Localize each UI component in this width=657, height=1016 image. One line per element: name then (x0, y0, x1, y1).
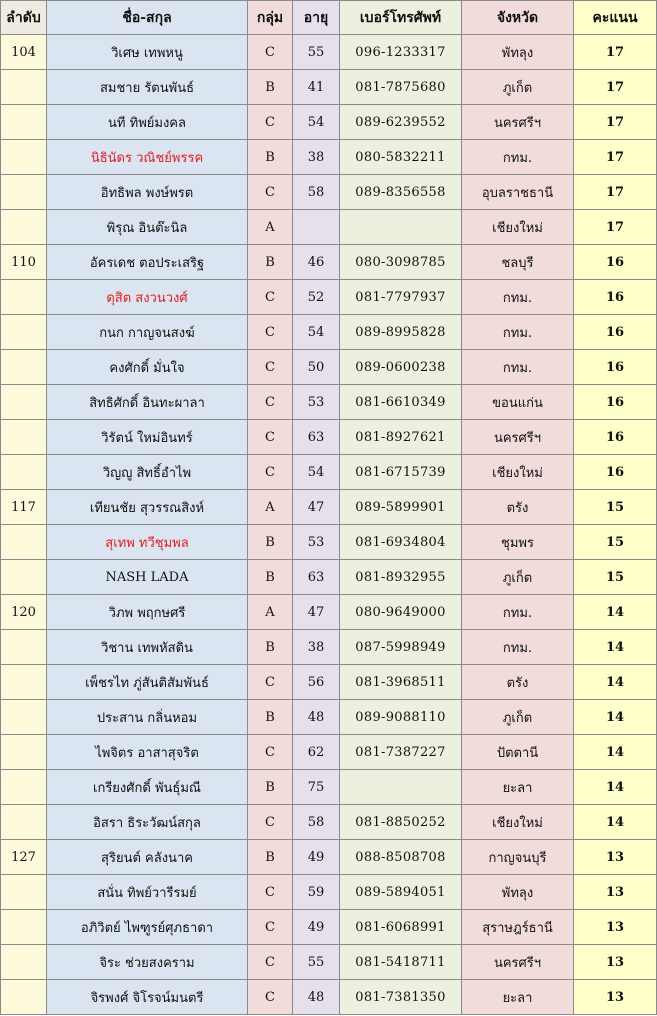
phone-cell: 089-5894051 (340, 875, 462, 910)
table-row (1, 735, 657, 770)
phone-cell: 080-3098785 (340, 245, 462, 280)
table-row (1, 980, 657, 1015)
province-cell: นครศรีฯ (462, 945, 574, 980)
score-cell: 13 (574, 875, 657, 910)
age-cell: 52 (293, 280, 340, 315)
rank-cell: 104 (1, 35, 47, 70)
score-cell: 16 (574, 280, 657, 315)
score-cell: 13 (574, 980, 657, 1015)
group-cell: B (248, 630, 293, 665)
province-cell: สุราษฎร์ธานี (462, 910, 574, 945)
score-cell: 13 (574, 945, 657, 980)
phone-cell: 089-0600238 (340, 350, 462, 385)
name-cell: เพ็ชรไท ภู่สันติสัมพันธ์ (47, 665, 248, 700)
score-cell: 17 (574, 140, 657, 175)
table-row (1, 455, 657, 490)
group-cell: C (248, 350, 293, 385)
table-row (1, 490, 657, 525)
name-cell: อิสรา ธิระวัฒน์สกุล (47, 805, 248, 840)
table-row (1, 210, 657, 245)
name-cell: สิทธิศักดิ์ อินทะผาลา (47, 385, 248, 420)
group-cell: A (248, 595, 293, 630)
phone-cell: 081-7797937 (340, 280, 462, 315)
header-name: ชื่อ-สกุล (47, 1, 248, 35)
score-cell: 14 (574, 770, 657, 805)
province-cell: นครศรีฯ (462, 105, 574, 140)
score-cell: 14 (574, 805, 657, 840)
province-cell: พัทลุง (462, 875, 574, 910)
table-row (1, 350, 657, 385)
name-cell: ประสาน กลิ่นหอม (47, 700, 248, 735)
name-cell: เกรียงศักดิ์ พันธุ์มณี (47, 770, 248, 805)
name-cell: อภิวิตย์ ไพฑูรย์ศุภธาดา (47, 910, 248, 945)
name-cell: คงศักดิ์ มั่นใจ (47, 350, 248, 385)
score-cell: 14 (574, 630, 657, 665)
phone-cell: 081-8850252 (340, 805, 462, 840)
group-cell: C (248, 105, 293, 140)
province-cell: เชียงใหม่ (462, 455, 574, 490)
score-cell: 16 (574, 420, 657, 455)
age-cell: 53 (293, 525, 340, 560)
score-cell: 17 (574, 105, 657, 140)
group-cell: C (248, 420, 293, 455)
group-cell: C (248, 945, 293, 980)
province-cell: อุบลราชธานี (462, 175, 574, 210)
table-row (1, 385, 657, 420)
score-cell: 16 (574, 455, 657, 490)
score-cell: 14 (574, 700, 657, 735)
group-cell: B (248, 245, 293, 280)
name-cell: วิญญู สิทธิ์อำไพ (47, 455, 248, 490)
rank-cell (1, 910, 47, 945)
table-row (1, 805, 657, 840)
table-row (1, 175, 657, 210)
province-cell: กทม. (462, 140, 574, 175)
rank-cell (1, 560, 47, 595)
phone-cell: 081-3968511 (340, 665, 462, 700)
name-cell: NASH LADA (47, 560, 248, 595)
score-cell: 17 (574, 35, 657, 70)
phone-cell: 081-6068991 (340, 910, 462, 945)
province-cell: ตรัง (462, 490, 574, 525)
group-cell: C (248, 385, 293, 420)
phone-cell: 081-6934804 (340, 525, 462, 560)
phone-cell (340, 770, 462, 805)
table-row (1, 245, 657, 280)
group-cell: C (248, 175, 293, 210)
table-body (1, 35, 657, 1015)
rank-cell (1, 140, 47, 175)
rank-cell (1, 525, 47, 560)
rank-cell (1, 980, 47, 1015)
province-cell: ตรัง (462, 665, 574, 700)
rank-cell (1, 385, 47, 420)
phone-cell: 080-5832211 (340, 140, 462, 175)
age-cell: 63 (293, 560, 340, 595)
province-cell: นครศรีฯ (462, 420, 574, 455)
name-cell: นิธินัดร วณิชย์พรรค (47, 140, 248, 175)
age-cell: 47 (293, 490, 340, 525)
age-cell: 58 (293, 175, 340, 210)
score-cell: 15 (574, 560, 657, 595)
phone-cell: 081-7875680 (340, 70, 462, 105)
name-cell: สนั่น ทิพย์วารีรมย์ (47, 875, 248, 910)
age-cell: 55 (293, 945, 340, 980)
province-cell: ยะลา (462, 770, 574, 805)
name-cell: วิภพ พฤกษศรี (47, 595, 248, 630)
table-row (1, 70, 657, 105)
rank-cell: 120 (1, 595, 47, 630)
name-cell: นที ทิพย์มงคล (47, 105, 248, 140)
score-cell: 14 (574, 665, 657, 700)
age-cell: 59 (293, 875, 340, 910)
province-cell: กทม. (462, 280, 574, 315)
name-cell: ดุสิต สงวนวงศ์ (47, 280, 248, 315)
group-cell: B (248, 525, 293, 560)
group-cell: C (248, 280, 293, 315)
table-row (1, 595, 657, 630)
province-cell: ภูเก็ต (462, 560, 574, 595)
group-cell: B (248, 560, 293, 595)
header-rank: ลำดับ (1, 1, 47, 35)
province-cell: ชลบุรี (462, 245, 574, 280)
score-cell: 16 (574, 315, 657, 350)
province-cell: เชียงใหม่ (462, 805, 574, 840)
phone-cell: 096-1233317 (340, 35, 462, 70)
group-cell: B (248, 770, 293, 805)
phone-cell: 081-8927621 (340, 420, 462, 455)
group-cell: C (248, 980, 293, 1015)
age-cell: 38 (293, 630, 340, 665)
province-cell: ภูเก็ต (462, 70, 574, 105)
header-score: คะแนน (574, 1, 657, 35)
table-row (1, 910, 657, 945)
rank-cell (1, 420, 47, 455)
province-cell: ยะลา (462, 980, 574, 1015)
age-cell: 48 (293, 700, 340, 735)
phone-cell: 081-7381350 (340, 980, 462, 1015)
province-cell: ปัตตานี (462, 735, 574, 770)
province-cell: กทม. (462, 595, 574, 630)
rank-cell (1, 175, 47, 210)
province-cell: ขอนแก่น (462, 385, 574, 420)
score-cell: 15 (574, 525, 657, 560)
header-province: จังหวัด (462, 1, 574, 35)
name-cell: วิรัตน์ ใหม่อินทร์ (47, 420, 248, 455)
header-group: กลุ่ม (248, 1, 293, 35)
phone-cell: 089-8995828 (340, 315, 462, 350)
group-cell: C (248, 735, 293, 770)
table-row (1, 105, 657, 140)
name-cell: สมชาย รัตนพันธ์ (47, 70, 248, 105)
province-cell: กทม. (462, 350, 574, 385)
group-cell: C (248, 35, 293, 70)
name-cell: อิทธิพล พงษ์พรต (47, 175, 248, 210)
group-cell: C (248, 910, 293, 945)
phone-cell: 081-6715739 (340, 455, 462, 490)
rank-cell (1, 280, 47, 315)
score-cell: 17 (574, 70, 657, 105)
table-row (1, 35, 657, 70)
group-cell: A (248, 490, 293, 525)
phone-cell: 089-8356558 (340, 175, 462, 210)
phone-cell (340, 210, 462, 245)
age-cell: 38 (293, 140, 340, 175)
rank-cell: 117 (1, 490, 47, 525)
group-cell: B (248, 840, 293, 875)
province-cell: ภูเก็ต (462, 700, 574, 735)
rank-cell (1, 700, 47, 735)
rank-cell (1, 945, 47, 980)
score-cell: 16 (574, 245, 657, 280)
table-row (1, 315, 657, 350)
age-cell: 53 (293, 385, 340, 420)
score-cell: 14 (574, 595, 657, 630)
rank-cell (1, 210, 47, 245)
rank-cell (1, 315, 47, 350)
rank-cell: 127 (1, 840, 47, 875)
score-cell: 13 (574, 840, 657, 875)
score-cell: 17 (574, 210, 657, 245)
table-row (1, 420, 657, 455)
rank-cell (1, 70, 47, 105)
phone-cell: 081-6610349 (340, 385, 462, 420)
phone-cell: 080-9649000 (340, 595, 462, 630)
rank-cell (1, 735, 47, 770)
group-cell: C (248, 315, 293, 350)
table-row (1, 665, 657, 700)
header-row (1, 1, 657, 35)
name-cell: สุเทพ ทวีชุมพล (47, 525, 248, 560)
age-cell: 54 (293, 315, 340, 350)
name-cell: วิเศษ เทพหนู (47, 35, 248, 70)
age-cell: 75 (293, 770, 340, 805)
name-cell: อัครเดช ตอประเสริฐ (47, 245, 248, 280)
table-row (1, 280, 657, 315)
header-age: อายุ (293, 1, 340, 35)
group-cell: C (248, 665, 293, 700)
score-cell: 14 (574, 735, 657, 770)
age-cell: 47 (293, 595, 340, 630)
age-cell: 50 (293, 350, 340, 385)
name-cell: เทียนชัย สุวรรณสิงห์ (47, 490, 248, 525)
rank-cell (1, 105, 47, 140)
score-cell: 16 (574, 385, 657, 420)
phone-cell: 087-5998949 (340, 630, 462, 665)
province-cell: เชียงใหม่ (462, 210, 574, 245)
table-row (1, 140, 657, 175)
phone-cell: 081-7387227 (340, 735, 462, 770)
age-cell: 62 (293, 735, 340, 770)
group-cell: C (248, 805, 293, 840)
name-cell: จิรพงศ์ จิโรจน์มนตรี (47, 980, 248, 1015)
name-cell: กนก กาญจนสงฆ์ (47, 315, 248, 350)
age-cell: 56 (293, 665, 340, 700)
table-row (1, 630, 657, 665)
age-cell: 54 (293, 105, 340, 140)
group-cell: B (248, 70, 293, 105)
age-cell: 63 (293, 420, 340, 455)
name-cell: จิระ ช่วยสงคราม (47, 945, 248, 980)
table-row (1, 700, 657, 735)
age-cell: 54 (293, 455, 340, 490)
group-cell: B (248, 700, 293, 735)
age-cell: 41 (293, 70, 340, 105)
name-cell: ไพจิตร อาสาสุจริต (47, 735, 248, 770)
group-cell: C (248, 875, 293, 910)
province-cell: พัทลุง (462, 35, 574, 70)
rank-cell (1, 770, 47, 805)
phone-cell: 089-6239552 (340, 105, 462, 140)
rank-cell (1, 875, 47, 910)
table-row (1, 770, 657, 805)
rank-cell (1, 665, 47, 700)
score-cell: 15 (574, 490, 657, 525)
table-row (1, 840, 657, 875)
phone-cell: 089-9088110 (340, 700, 462, 735)
age-cell: 49 (293, 840, 340, 875)
phone-cell: 081-8932955 (340, 560, 462, 595)
table-row (1, 945, 657, 980)
group-cell: A (248, 210, 293, 245)
province-cell: กทม. (462, 315, 574, 350)
table-row (1, 560, 657, 595)
score-cell: 16 (574, 350, 657, 385)
rank-cell (1, 455, 47, 490)
group-cell: B (248, 140, 293, 175)
score-cell: 17 (574, 175, 657, 210)
name-cell: วิชาน เทพหัสดิน (47, 630, 248, 665)
age-cell: 48 (293, 980, 340, 1015)
table-row (1, 875, 657, 910)
age-cell: 46 (293, 245, 340, 280)
header-phone: เบอร์โทรศัพท์ (340, 1, 462, 35)
rank-cell (1, 350, 47, 385)
age-cell (293, 210, 340, 245)
age-cell: 58 (293, 805, 340, 840)
age-cell: 55 (293, 35, 340, 70)
name-cell: พิรุณ อินต๊ะนิล (47, 210, 248, 245)
score-cell: 13 (574, 910, 657, 945)
phone-cell: 088-8508708 (340, 840, 462, 875)
province-cell: ชุมพร (462, 525, 574, 560)
age-cell: 49 (293, 910, 340, 945)
name-cell: สุริยนต์ คลังนาค (47, 840, 248, 875)
province-cell: กาญจนบุรี (462, 840, 574, 875)
phone-cell: 089-5899901 (340, 490, 462, 525)
phone-cell: 081-5418711 (340, 945, 462, 980)
rank-cell (1, 805, 47, 840)
rank-cell: 110 (1, 245, 47, 280)
table-row (1, 525, 657, 560)
province-cell: กทม. (462, 630, 574, 665)
group-cell: C (248, 455, 293, 490)
rank-cell (1, 630, 47, 665)
